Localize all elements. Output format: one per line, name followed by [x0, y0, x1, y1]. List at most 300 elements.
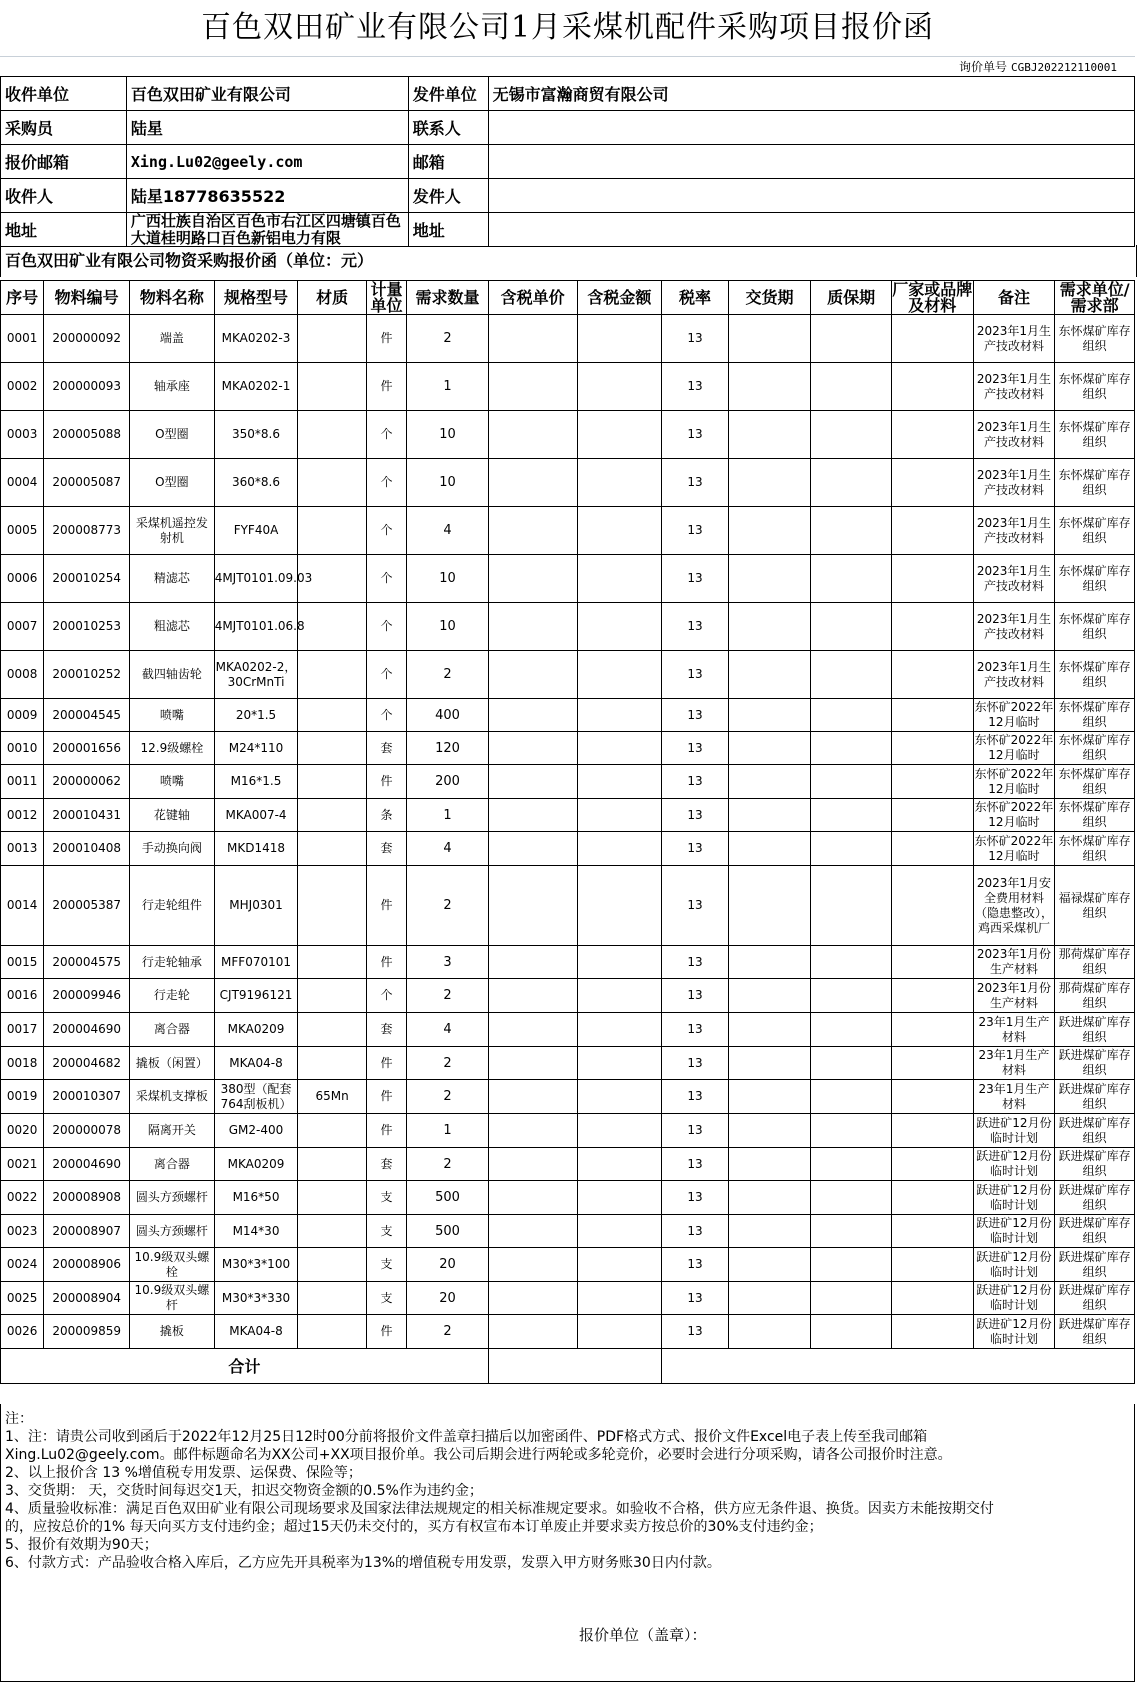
row-unit-price[interactable] [488, 411, 577, 459]
row-note: 23年1月生产材料 [973, 1013, 1055, 1047]
row-no: 0025 [1, 1282, 44, 1315]
col-header-unit-price: 含税单价 [488, 281, 577, 315]
row-amount[interactable] [577, 832, 662, 866]
row-warranty[interactable] [811, 1114, 892, 1148]
row-no: 0011 [1, 765, 44, 799]
row-code: 200010307 [44, 1080, 130, 1114]
row-amount[interactable] [577, 603, 662, 651]
row-code: 200008908 [44, 1181, 130, 1215]
row-dept: 东怀煤矿库存组织 [1055, 459, 1135, 507]
sender-value[interactable] [488, 179, 1134, 213]
row-material [298, 363, 367, 411]
row-note: 2023年1月生产技改材料 [973, 315, 1055, 363]
row-unit-price[interactable] [488, 651, 577, 699]
row-brand[interactable] [891, 555, 973, 603]
table-row [1, 459, 1135, 507]
note-2: 2、以上报价含 13 %增值税专用发票、运保费、保险等； [5, 1465, 362, 1481]
row-delivery[interactable] [728, 732, 811, 765]
row-amount[interactable] [577, 459, 662, 507]
row-amount[interactable] [577, 1181, 662, 1215]
mailbox-value[interactable] [488, 145, 1134, 179]
row-warranty[interactable] [811, 866, 892, 946]
row-dept: 跃进煤矿库存组织 [1055, 1148, 1135, 1181]
row-spec: 360*8.6 [214, 459, 298, 507]
row-delivery[interactable] [728, 866, 811, 946]
row-spec: MKA04-8 [214, 1315, 298, 1349]
row-amount[interactable] [577, 1148, 662, 1181]
row-brand[interactable] [891, 315, 973, 363]
row-unit-price[interactable] [488, 732, 577, 765]
row-no: 0024 [1, 1248, 44, 1282]
row-spec: MKA0209 [214, 1148, 298, 1181]
row-brand[interactable] [891, 1047, 973, 1080]
row-warranty[interactable] [811, 979, 892, 1013]
row-brand[interactable] [891, 1114, 973, 1148]
row-amount[interactable] [577, 1013, 662, 1047]
row-unit-price[interactable] [488, 699, 577, 732]
row-amount[interactable] [577, 363, 662, 411]
row-warranty[interactable] [811, 555, 892, 603]
row-brand[interactable] [891, 732, 973, 765]
email-value[interactable]: Xing.Lu02@geely.com [126, 145, 408, 179]
row-unit: 个 [366, 603, 406, 651]
row-spec: MKA0209 [214, 1013, 298, 1047]
row-spec: MKA0202-3 [214, 315, 298, 363]
row-warranty[interactable] [811, 832, 892, 866]
row-code: 200004690 [44, 1013, 130, 1047]
row-amount[interactable] [577, 1248, 662, 1282]
row-unit-price[interactable] [488, 979, 577, 1013]
row-unit-price[interactable] [488, 555, 577, 603]
row-warranty[interactable] [811, 1047, 892, 1080]
row-amount[interactable] [577, 979, 662, 1013]
row-name: 离合器 [130, 1013, 215, 1047]
row-dept: 跃进煤矿库存组织 [1055, 1215, 1135, 1248]
row-brand[interactable] [891, 832, 973, 866]
row-amount[interactable] [577, 946, 662, 979]
row-spec: M30*3*330 [214, 1282, 298, 1315]
row-warranty[interactable] [811, 765, 892, 799]
row-note: 2023年1月生产技改材料 [973, 507, 1055, 555]
row-brand[interactable] [891, 1148, 973, 1181]
row-unit: 件 [366, 1315, 406, 1349]
row-code: 200008907 [44, 1215, 130, 1248]
sender-address-value[interactable] [488, 213, 1134, 247]
row-brand[interactable] [891, 699, 973, 732]
row-brand[interactable] [891, 459, 973, 507]
row-no: 0026 [1, 1315, 44, 1349]
row-delivery[interactable] [728, 1047, 811, 1080]
row-unit-price[interactable] [488, 799, 577, 832]
row-tax-rate: 13 [662, 1282, 729, 1315]
row-unit-price[interactable] [488, 832, 577, 866]
row-warranty[interactable] [811, 603, 892, 651]
row-no: 0006 [1, 555, 44, 603]
row-delivery[interactable] [728, 315, 811, 363]
inquiry-value: CGBJ202212110001 [1011, 61, 1117, 74]
table-row [1, 1282, 1135, 1315]
row-code: 200004575 [44, 946, 130, 979]
row-brand[interactable] [891, 1282, 973, 1315]
contact-value[interactable] [488, 111, 1134, 145]
row-warranty[interactable] [811, 1282, 892, 1315]
row-unit-price[interactable] [488, 1248, 577, 1282]
mailbox-label: 邮箱 [408, 145, 488, 179]
total-amount[interactable] [488, 1349, 661, 1384]
row-unit: 件 [366, 1114, 406, 1148]
row-unit-price[interactable] [488, 1148, 577, 1181]
row-material [298, 765, 367, 799]
col-header-no: 序号 [1, 281, 44, 315]
row-delivery[interactable] [728, 555, 811, 603]
address-cell [126, 213, 408, 247]
row-delivery[interactable] [728, 1282, 811, 1315]
row-amount[interactable] [577, 1080, 662, 1114]
row-note: 2023年1月生产技改材料 [973, 459, 1055, 507]
row-delivery[interactable] [728, 1114, 811, 1148]
row-delivery[interactable] [728, 507, 811, 555]
row-brand[interactable] [891, 1181, 973, 1215]
row-delivery[interactable] [728, 946, 811, 979]
row-warranty[interactable] [811, 315, 892, 363]
row-unit-price[interactable] [488, 1047, 577, 1080]
row-qty: 120 [407, 732, 489, 765]
row-material [298, 459, 367, 507]
row-warranty[interactable] [811, 1013, 892, 1047]
row-dept: 东怀煤矿库存组织 [1055, 603, 1135, 651]
row-brand[interactable] [891, 651, 973, 699]
notes-heading: 注： [5, 1411, 33, 1427]
table-row [1, 1047, 1135, 1080]
table-row [1, 411, 1135, 459]
row-brand[interactable] [891, 603, 973, 651]
row-unit-price[interactable] [488, 459, 577, 507]
row-unit: 套 [366, 832, 406, 866]
row-note: 东怀矿2022年12月临时 [973, 699, 1055, 732]
col-header-code: 物料编号 [44, 281, 130, 315]
row-dept: 东怀煤矿库存组织 [1055, 651, 1135, 699]
row-warranty[interactable] [811, 459, 892, 507]
row-delivery[interactable] [728, 1013, 811, 1047]
row-unit-price[interactable] [488, 315, 577, 363]
note-1a: 1、注：请贵公司收到函后于2022年12月25日12时00分前将报价文件盖章扫描后以加密函件、PDF格式方式、报价文件Excel电子表上传至我司邮箱 [5, 1429, 928, 1445]
row-tax-rate: 13 [662, 507, 729, 555]
row-name: 粗滤芯 [130, 603, 215, 651]
row-brand[interactable] [891, 866, 973, 946]
row-qty: 2 [407, 1315, 489, 1349]
row-amount[interactable] [577, 651, 662, 699]
col-header-warranty: 质保期 [811, 281, 892, 315]
row-spec: M16*50 [214, 1181, 298, 1215]
row-code: 200004690 [44, 1148, 130, 1181]
row-spec: 380型（配套764刮板机） [214, 1080, 298, 1114]
table-row [1, 866, 1135, 946]
row-unit-price[interactable] [488, 1315, 577, 1349]
row-unit: 套 [366, 1148, 406, 1181]
row-brand[interactable] [891, 1215, 973, 1248]
row-name: 10.9级双头螺杆 [130, 1282, 215, 1315]
row-brand[interactable] [891, 507, 973, 555]
row-warranty[interactable] [811, 946, 892, 979]
table-row [1, 555, 1135, 603]
row-qty: 1 [407, 799, 489, 832]
row-qty: 10 [407, 411, 489, 459]
row-delivery[interactable] [728, 979, 811, 1013]
row-warranty[interactable] [811, 799, 892, 832]
recipient-value: 陆星18778635522 [126, 179, 408, 213]
row-brand[interactable] [891, 411, 973, 459]
row-code: 200009946 [44, 979, 130, 1013]
row-amount[interactable] [577, 1282, 662, 1315]
row-warranty[interactable] [811, 1080, 892, 1114]
row-material [298, 1215, 367, 1248]
row-unit-price[interactable] [488, 363, 577, 411]
row-unit: 件 [366, 315, 406, 363]
row-no: 0010 [1, 732, 44, 765]
row-delivery[interactable] [728, 459, 811, 507]
row-brand[interactable] [891, 765, 973, 799]
row-code: 200008906 [44, 1248, 130, 1282]
col-header-name: 物料名称 [130, 281, 215, 315]
row-dept: 东怀煤矿库存组织 [1055, 315, 1135, 363]
row-unit-price[interactable] [488, 1181, 577, 1215]
table-row [1, 1215, 1135, 1248]
row-name: 手动换向阀 [130, 832, 215, 866]
row-amount[interactable] [577, 699, 662, 732]
row-code: 200008904 [44, 1282, 130, 1315]
row-delivery[interactable] [728, 799, 811, 832]
row-material [298, 866, 367, 946]
row-amount[interactable] [577, 866, 662, 946]
row-qty: 4 [407, 832, 489, 866]
sender-address-label: 地址 [408, 213, 488, 247]
row-unit-price[interactable] [488, 765, 577, 799]
row-spec: FYF40A [214, 507, 298, 555]
row-name: O型圈 [130, 411, 215, 459]
contact-label: 联系人 [408, 111, 488, 145]
quote-table [0, 280, 1135, 1384]
table-row [1, 1013, 1135, 1047]
row-delivery[interactable] [728, 1181, 811, 1215]
row-brand[interactable] [891, 1315, 973, 1349]
row-brand[interactable] [891, 979, 973, 1013]
row-qty: 4 [407, 507, 489, 555]
row-unit: 个 [366, 651, 406, 699]
row-tax-rate: 13 [662, 651, 729, 699]
row-tax-rate: 13 [662, 1013, 729, 1047]
row-tax-rate: 13 [662, 765, 729, 799]
row-warranty[interactable] [811, 507, 892, 555]
row-qty: 10 [407, 555, 489, 603]
row-dept: 跃进煤矿库存组织 [1055, 1282, 1135, 1315]
row-delivery[interactable] [728, 1248, 811, 1282]
table-row [1, 507, 1135, 555]
row-tax-rate: 13 [662, 732, 729, 765]
row-note: 跃进矿12月份临时计划 [973, 1181, 1055, 1215]
row-warranty[interactable] [811, 1315, 892, 1349]
row-brand[interactable] [891, 363, 973, 411]
row-dept: 跃进煤矿库存组织 [1055, 1080, 1135, 1114]
row-spec: M14*30 [214, 1215, 298, 1248]
address-label: 地址 [1, 213, 127, 247]
row-name: 喷嘴 [130, 765, 215, 799]
row-dept: 跃进煤矿库存组织 [1055, 1013, 1135, 1047]
row-note: 跃进矿12月份临时计划 [973, 1282, 1055, 1315]
row-brand[interactable] [891, 1013, 973, 1047]
row-code: 200010431 [44, 799, 130, 832]
row-unit-price[interactable] [488, 1013, 577, 1047]
row-note: 2023年1月生产技改材料 [973, 555, 1055, 603]
row-amount[interactable] [577, 1114, 662, 1148]
row-warranty[interactable] [811, 732, 892, 765]
row-delivery[interactable] [728, 1080, 811, 1114]
row-material [298, 1315, 367, 1349]
table-row [1, 979, 1135, 1013]
row-delivery[interactable] [728, 699, 811, 732]
row-no: 0007 [1, 603, 44, 651]
row-name: 精滤芯 [130, 555, 215, 603]
row-warranty[interactable] [811, 1215, 892, 1248]
row-tax-rate: 13 [662, 555, 729, 603]
table-row [1, 765, 1135, 799]
row-spec: MKD1418 [214, 832, 298, 866]
row-warranty[interactable] [811, 363, 892, 411]
sender-unit-label: 发件单位 [408, 77, 488, 111]
row-warranty[interactable] [811, 1148, 892, 1181]
row-delivery[interactable] [728, 1315, 811, 1349]
row-name: O型圈 [130, 459, 215, 507]
row-warranty[interactable] [811, 1248, 892, 1282]
row-no: 0018 [1, 1047, 44, 1080]
row-material [298, 1282, 367, 1315]
row-no: 0015 [1, 946, 44, 979]
col-header-material: 材质 [298, 281, 367, 315]
row-unit: 条 [366, 799, 406, 832]
row-unit-price[interactable] [488, 507, 577, 555]
table-row [1, 799, 1135, 832]
row-delivery[interactable] [728, 765, 811, 799]
buyer-value: 陆星 [126, 111, 408, 145]
row-unit: 个 [366, 459, 406, 507]
row-dept: 福禄煤矿库存组织 [1055, 866, 1135, 946]
row-note: 东怀矿2022年12月临时 [973, 732, 1055, 765]
header-info-table [0, 76, 1135, 247]
row-delivery[interactable] [728, 603, 811, 651]
row-qty: 2 [407, 1080, 489, 1114]
row-amount[interactable] [577, 315, 662, 363]
row-tax-rate: 13 [662, 832, 729, 866]
row-amount[interactable] [577, 732, 662, 765]
row-delivery[interactable] [728, 651, 811, 699]
row-material [298, 1181, 367, 1215]
row-warranty[interactable] [811, 411, 892, 459]
row-no: 0022 [1, 1181, 44, 1215]
row-note: 跃进矿12月份临时计划 [973, 1148, 1055, 1181]
row-note: 23年1月生产材料 [973, 1047, 1055, 1080]
row-unit: 件 [366, 1047, 406, 1080]
row-dept: 跃进煤矿库存组织 [1055, 1114, 1135, 1148]
table-row [1, 832, 1135, 866]
row-material [298, 946, 367, 979]
row-amount[interactable] [577, 1047, 662, 1080]
row-amount[interactable] [577, 765, 662, 799]
row-delivery[interactable] [728, 1215, 811, 1248]
row-delivery[interactable] [728, 832, 811, 866]
row-unit-price[interactable] [488, 1282, 577, 1315]
table-row [1, 1114, 1135, 1148]
row-delivery[interactable] [728, 1148, 811, 1181]
row-amount[interactable] [577, 411, 662, 459]
row-brand[interactable] [891, 946, 973, 979]
row-unit: 支 [366, 1248, 406, 1282]
table-row [1, 1181, 1135, 1215]
row-unit-price[interactable] [488, 866, 577, 946]
row-qty: 2 [407, 979, 489, 1013]
col-header-brand: 厂家或品牌及材料 [892, 279, 973, 315]
row-qty: 2 [407, 1047, 489, 1080]
row-spec: 4MJT0101.09.03 [214, 555, 298, 603]
row-dept: 东怀煤矿库存组织 [1055, 363, 1135, 411]
row-unit: 个 [366, 411, 406, 459]
row-dept: 东怀煤矿库存组织 [1055, 555, 1135, 603]
row-no: 0016 [1, 979, 44, 1013]
total-row [1, 1349, 1135, 1384]
row-unit-price[interactable] [488, 1114, 577, 1148]
row-name: 隔离开关 [130, 1114, 215, 1148]
row-qty: 2 [407, 651, 489, 699]
row-material [298, 1047, 367, 1080]
row-tax-rate: 13 [662, 1315, 729, 1349]
row-warranty[interactable] [811, 1181, 892, 1215]
row-name: 离合器 [130, 1148, 215, 1181]
row-warranty[interactable] [811, 651, 892, 699]
row-delivery[interactable] [728, 411, 811, 459]
row-qty: 2 [407, 315, 489, 363]
row-tax-rate: 13 [662, 1215, 729, 1248]
row-unit-price[interactable] [488, 946, 577, 979]
row-code: 200000062 [44, 765, 130, 799]
row-amount[interactable] [577, 555, 662, 603]
table-row [1, 1248, 1135, 1282]
row-code: 200009859 [44, 1315, 130, 1349]
recipient-label: 收件人 [1, 179, 127, 213]
row-no: 0003 [1, 411, 44, 459]
row-brand[interactable] [891, 799, 973, 832]
row-no: 0012 [1, 799, 44, 832]
row-material [298, 1013, 367, 1047]
sender-unit-value[interactable]: 无锡市富瀚商贸有限公司 [488, 77, 1134, 111]
row-delivery[interactable] [728, 363, 811, 411]
row-unit-price[interactable] [488, 1215, 577, 1248]
row-note: 东怀矿2022年12月临时 [973, 799, 1055, 832]
row-amount[interactable] [577, 507, 662, 555]
row-unit-price[interactable] [488, 1080, 577, 1114]
row-unit-price[interactable] [488, 603, 577, 651]
row-brand[interactable] [891, 1080, 973, 1114]
row-note: 2023年1月生产技改材料 [973, 411, 1055, 459]
row-amount[interactable] [577, 1215, 662, 1248]
row-qty: 1 [407, 363, 489, 411]
row-tax-rate: 13 [662, 363, 729, 411]
row-qty: 500 [407, 1181, 489, 1215]
total-blank [662, 1349, 1135, 1384]
row-name: 采煤机支撑板 [130, 1080, 215, 1114]
row-amount[interactable] [577, 1315, 662, 1349]
inquiry-label: 询价单号 [959, 60, 1008, 74]
row-brand[interactable] [891, 1248, 973, 1282]
row-amount[interactable] [577, 799, 662, 832]
row-warranty[interactable] [811, 699, 892, 732]
